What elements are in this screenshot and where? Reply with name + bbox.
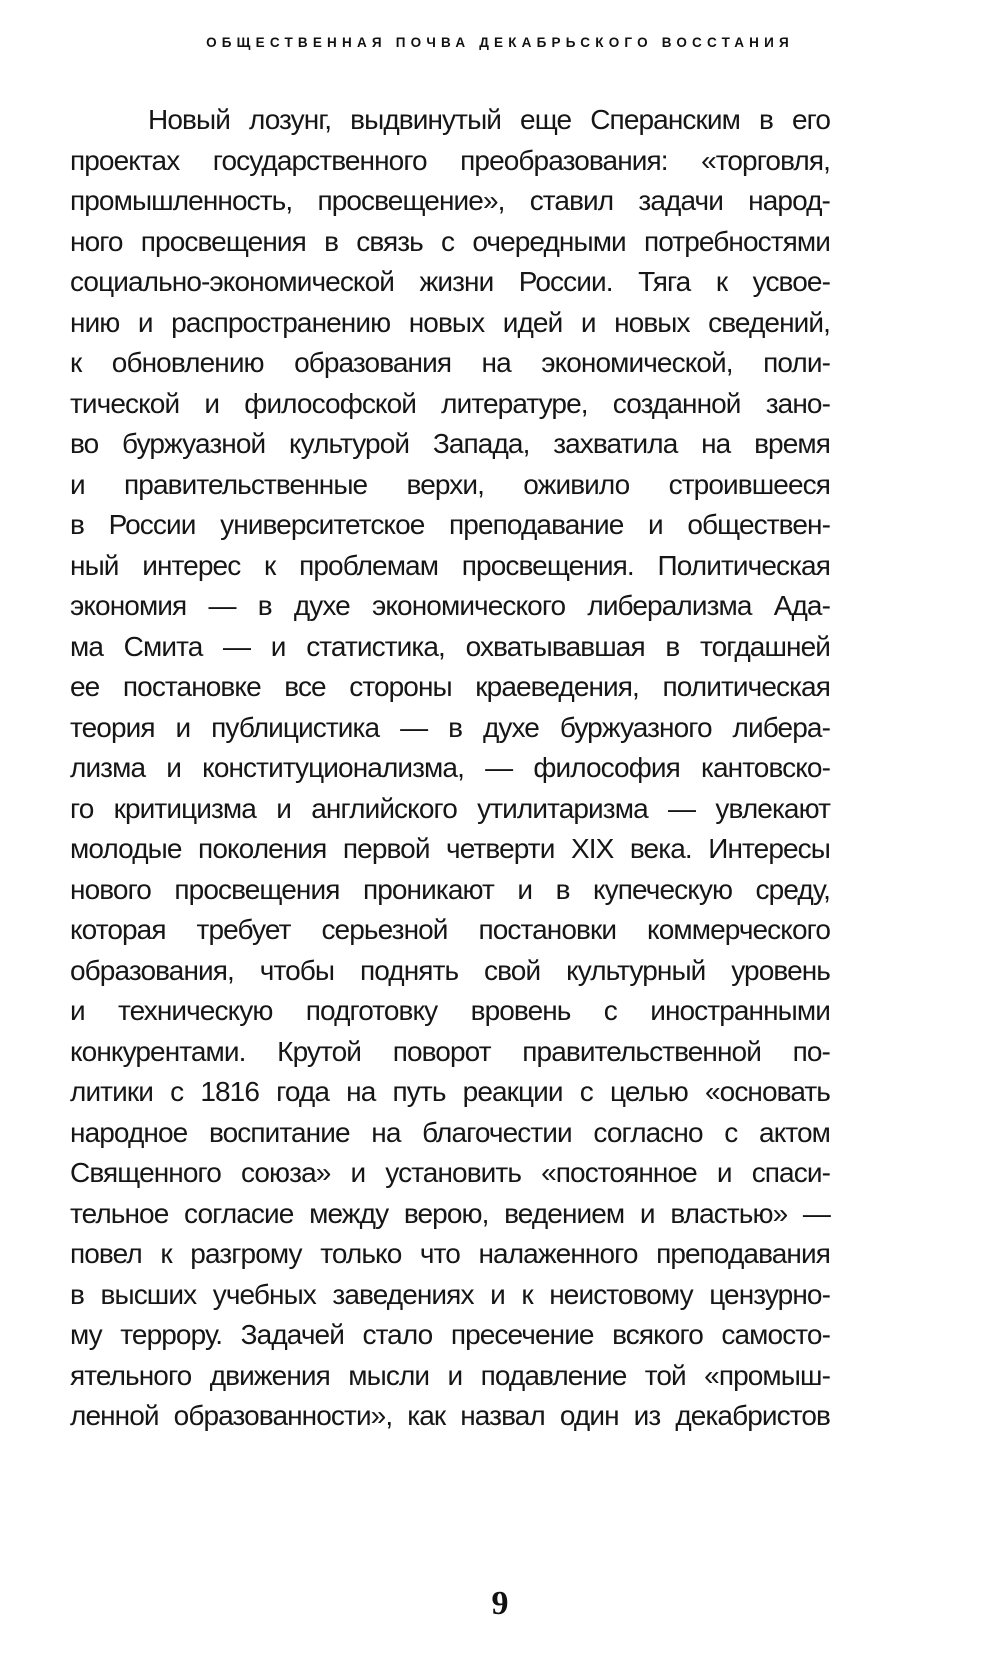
text-line: тельное согласие между верою, ведением и властью» — <box>70 1197 830 1229</box>
text-line: образования, чтобы поднять свой культурный уровень <box>70 954 830 986</box>
text-line: лизма и конституционализма, — философия кантовско- <box>70 752 830 783</box>
text-line: в России университетское преподавание и обществен- <box>70 509 830 540</box>
text-line: в высших учебных заведениях и к неистовому цензурно- <box>70 1278 830 1310</box>
text-line: проектах государственного преобразования: «торговля, <box>70 144 830 176</box>
text-line: во буржуазной культурой Запада, захватила на время <box>70 428 830 459</box>
text-line: ленной образованности», как назвал один из декабристов <box>70 1400 830 1431</box>
text-line: ятельного движения мысли и подавление той «промыш- <box>70 1359 830 1391</box>
text-line: к обновлению образования на экономической, поли- <box>70 347 830 378</box>
text-line: ее постановке все стороны краеведения, политическая <box>70 671 830 702</box>
text-line: ма Смита — и статистика, охватывавшая в тогдашней <box>70 630 830 662</box>
text-line: ный интерес к проблемам просвещения. Политическая <box>70 549 830 581</box>
text-line: социально-экономической жизни России. Тяга к усвое- <box>70 266 830 297</box>
text-line: му террору. Задачей стало пресечение всякого самосто- <box>70 1319 830 1350</box>
text-line: тической и философской литературе, созданной зано- <box>70 387 830 419</box>
text-line: нового просвещения проникают и в купеческую среду, <box>70 873 830 905</box>
text-line: литики с 1816 года на путь реакции с целью «основать <box>70 1076 830 1107</box>
body-text <box>70 100 830 1437</box>
text-line: которая требует серьезной постановки коммерческого <box>70 914 830 945</box>
text-line: Новый лозунг, выдвинутый еще Сперанским в его <box>148 104 830 135</box>
text-line: ного просвещения в связь с очередными потребностями <box>70 225 830 257</box>
text-line: го критицизма и английского утилитаризма — увлекают <box>70 792 830 824</box>
text-line: народное воспитание на благочестии согласно с актом <box>70 1116 830 1148</box>
text-line: конкурентами. Крутой поворот правительственной по- <box>70 1035 830 1067</box>
text-line: Священного союза» и установить «постоянное и спаси- <box>70 1157 830 1188</box>
text-line: теория и публицистика — в духе буржуазного либера- <box>70 711 830 743</box>
text-line: и правительственные верхи, оживило строившееся <box>70 468 830 500</box>
text-line: промышленность, просвещение», ставил задачи народ- <box>70 185 830 216</box>
text-line: нию и распространению новых идей и новых сведений, <box>70 306 830 338</box>
text-line: экономия — в духе экономического либерализма Ада- <box>70 590 830 621</box>
text-line: молодые поколения первой четверти XIX века. Интересы <box>70 833 830 864</box>
text-line: и техническую подготовку вровень с иностранными <box>70 995 830 1026</box>
text-line: повел к разгрому только что налаженного преподавания <box>70 1238 830 1269</box>
page-number: 9 <box>491 1585 509 1622</box>
running-head: ОБЩЕСТВЕННАЯ ПОЧВА ДЕКАБРЬСКОГО ВОССТАНИЯ <box>206 35 794 50</box>
